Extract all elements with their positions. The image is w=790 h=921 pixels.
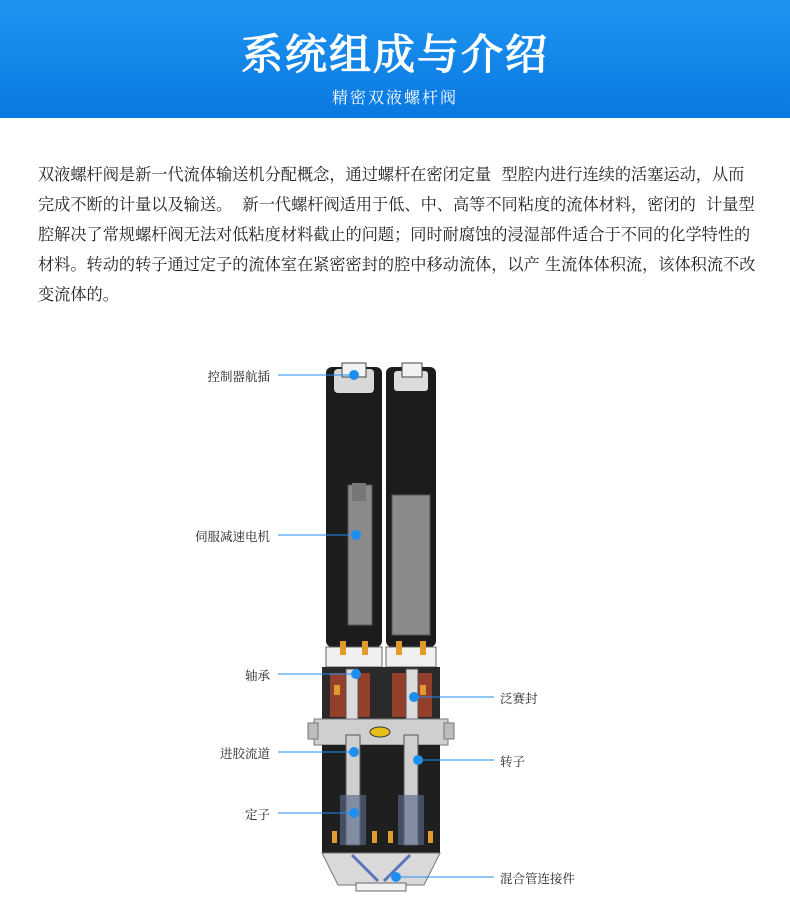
valve-illustration: [0, 355, 790, 921]
page-title: 系统组成与介绍: [240, 30, 549, 79]
right-valve-body: [386, 363, 436, 667]
label-bearing: 轴承: [244, 668, 270, 683]
label-servo-motor: 伺服减速电机: [194, 529, 270, 544]
label-seal: 泛赛封: [500, 691, 538, 706]
valve-diagram: [0, 355, 790, 921]
label-glue-channel: 进胶流道: [219, 746, 270, 761]
label-stator: 定子: [244, 807, 270, 822]
label-mixing-pipe: 混合管连接件: [500, 871, 576, 886]
label-rotor: 转子: [500, 754, 526, 769]
label-connector: 控制器航插: [207, 369, 270, 384]
nozzle-section: [322, 853, 440, 891]
inlet-plate: [308, 719, 454, 745]
header-banner: [0, 0, 790, 118]
stator-section: [322, 735, 440, 853]
left-valve-body: [326, 363, 382, 667]
page-subtitle: 精密双液螺杆阀: [331, 88, 458, 107]
intro-paragraph: 双液螺杆阀是新一代流体输送机分配概念，通过螺杆在密闭定量 型腔内进行连续的活塞运动，从而完成不断的计量以及输送。 新一代螺杆阀适用于低、中、高等不同粘度的流体材料，密闭的 计量型腔解决了常规螺杆阀无法对低粘度材料截止的问题；同时耐腐蚀的浸湿部件适合于不同的化学特性的材料。转动的转子通过定子的流体室在紧密密封的腔中移动流体，以产 生流体体积流，该体积流不改变流体的。: [38, 165, 756, 304]
